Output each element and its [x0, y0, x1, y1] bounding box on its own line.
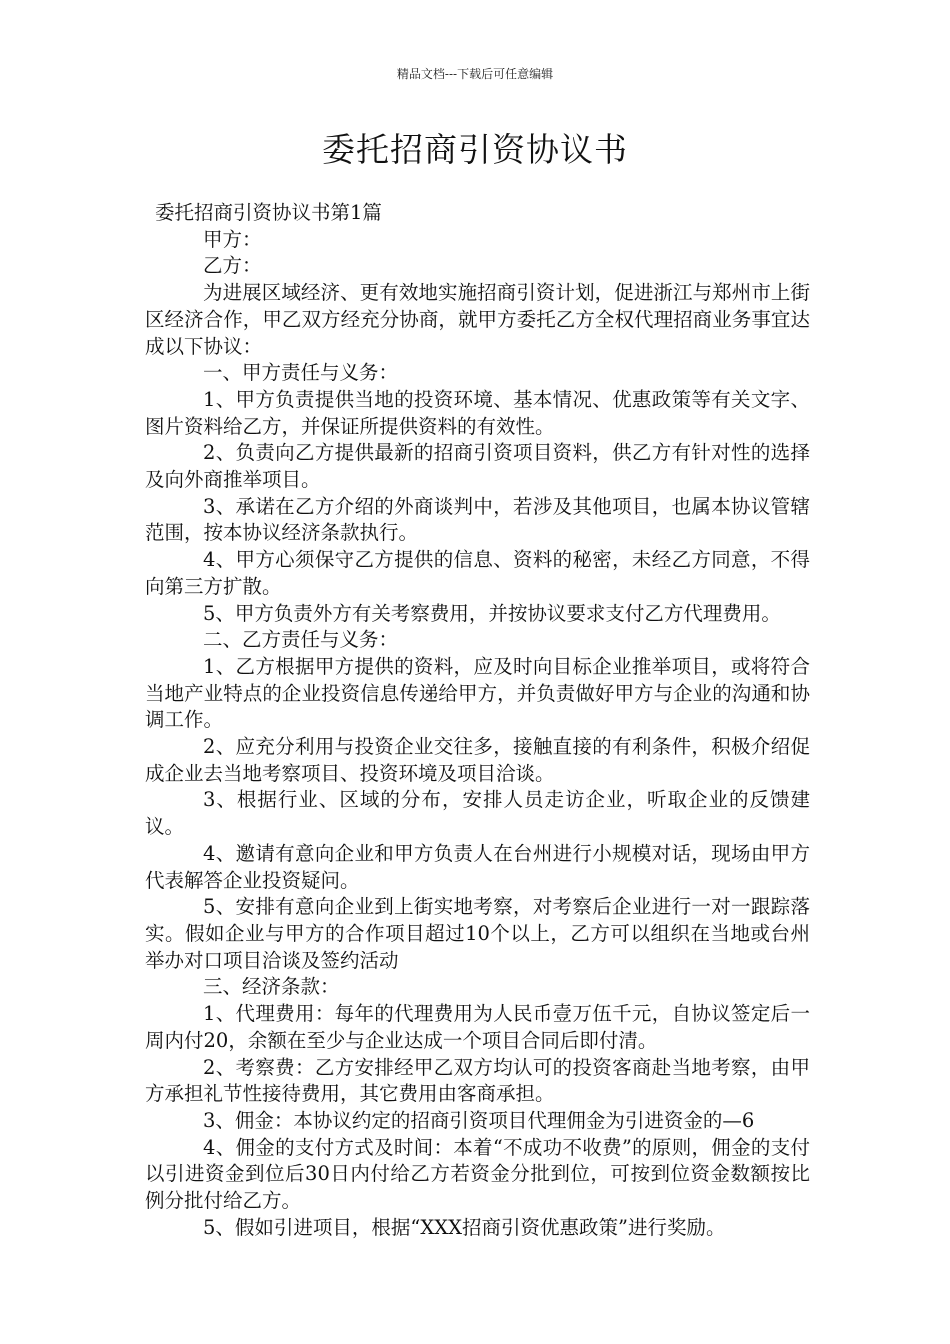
section-heading-party-b: 二、乙方责任与义务： — [203, 628, 399, 652]
document-title: 委托招商引资协议书 — [322, 130, 628, 169]
clause-paragraph: 4、甲方心须保守乙方提供的信息、资料的秘密，未经乙方同意，不得向第三方扩散。 — [145, 548, 810, 598]
clause-paragraph: 2、应充分利用与投资企业交往多，接触直接的有利条件，积极介绍促成企业去当地考察项目、投资环境及项目洽谈。 — [145, 735, 810, 785]
clause-paragraph: 2、考察费：乙方安排经甲乙双方均认可的投资客商赴当地考察，由甲方承担礼节性接待费用，其它费用由客商承担。 — [145, 1055, 810, 1106]
clause-paragraph: 3、佣金：本协议约定的招商引资项目代理佣金为引进资金的—6 — [203, 1108, 755, 1132]
document-body — [145, 200, 810, 1241]
clause-paragraph: 1、代理费用：每年的代理费用为人民币壹万伍千元，自协议签定后一周内付20，余额在至少与企业达成一个项目合同后即付清。 — [145, 1002, 810, 1052]
clause-paragraph: 1、乙方根据甲方提供的资料，应及时向目标企业推举项目，或将符合当地产业特点的企业投资信息传递给甲方，并负责做好甲方与企业的沟通和协调工作。 — [145, 654, 810, 732]
party-a-line: 甲方： — [203, 227, 262, 251]
party-b-line: 乙方： — [203, 254, 262, 278]
clause-paragraph: 3、根据行业、区域的分布，安排人员走访企业，听取企业的反馈建议。 — [145, 788, 810, 839]
section-heading-economic-terms: 三、经济条款： — [203, 975, 340, 999]
preamble-paragraph: 为进展区域经济、更有效地实施招商引资计划，促进浙江与郑州市上街区经济合作，甲乙双方经充分协商，就甲方委托乙方全权代理招商业务事宜达成以下协议： — [145, 281, 810, 358]
header-note: 精品文档---下载后可任意编辑 — [396, 67, 554, 81]
clause-paragraph: 1、甲方负责提供当地的投资环境、基本情况、优惠政策等有关文字、图片资料给乙方，并保证所提供资料的有效性。 — [145, 387, 810, 438]
clause-paragraph: 4、邀请有意向企业和甲方负责人在台州进行小规模对话，现场由甲方代表解答企业投资疑问。 — [145, 841, 810, 892]
clause-paragraph: 5、安排有意向企业到上街实地考察，对考察后企业进行一对一跟踪落实。假如企业与甲方的合作项目超过10个以上，乙方可以组织在当地或台州举办对口项目洽谈及签约活动 — [145, 895, 810, 972]
clause-paragraph: 5、甲方负责外方有关考察费用，并按协议要求支付乙方代理费用。 — [203, 601, 781, 625]
clause-paragraph: 3、承诺在乙方介绍的外商谈判中，若涉及其他项目，也属本协议管辖范围，按本协议经济条款执行。 — [145, 494, 810, 545]
clause-paragraph: 5、假如引进项目，根据“XXX招商引资优惠政策”进行奖励。 — [203, 1215, 726, 1239]
section-heading-party-a: 一、甲方责任与义务： — [203, 361, 399, 385]
clause-paragraph: 2、负责向乙方提供最新的招商引资项目资料，供乙方有针对性的选择及向外商推举项目。 — [145, 441, 810, 492]
clause-paragraph: 4、佣金的支付方式及时间：本着“不成功不收费”的原则，佣金的支付以引进资金到位后30日内付给乙方若资金分批到位，可按到位资金数额按比例分批付给乙方。 — [145, 1135, 810, 1213]
section-subtitle: 委托招商引资协议书第1篇 — [155, 201, 382, 224]
